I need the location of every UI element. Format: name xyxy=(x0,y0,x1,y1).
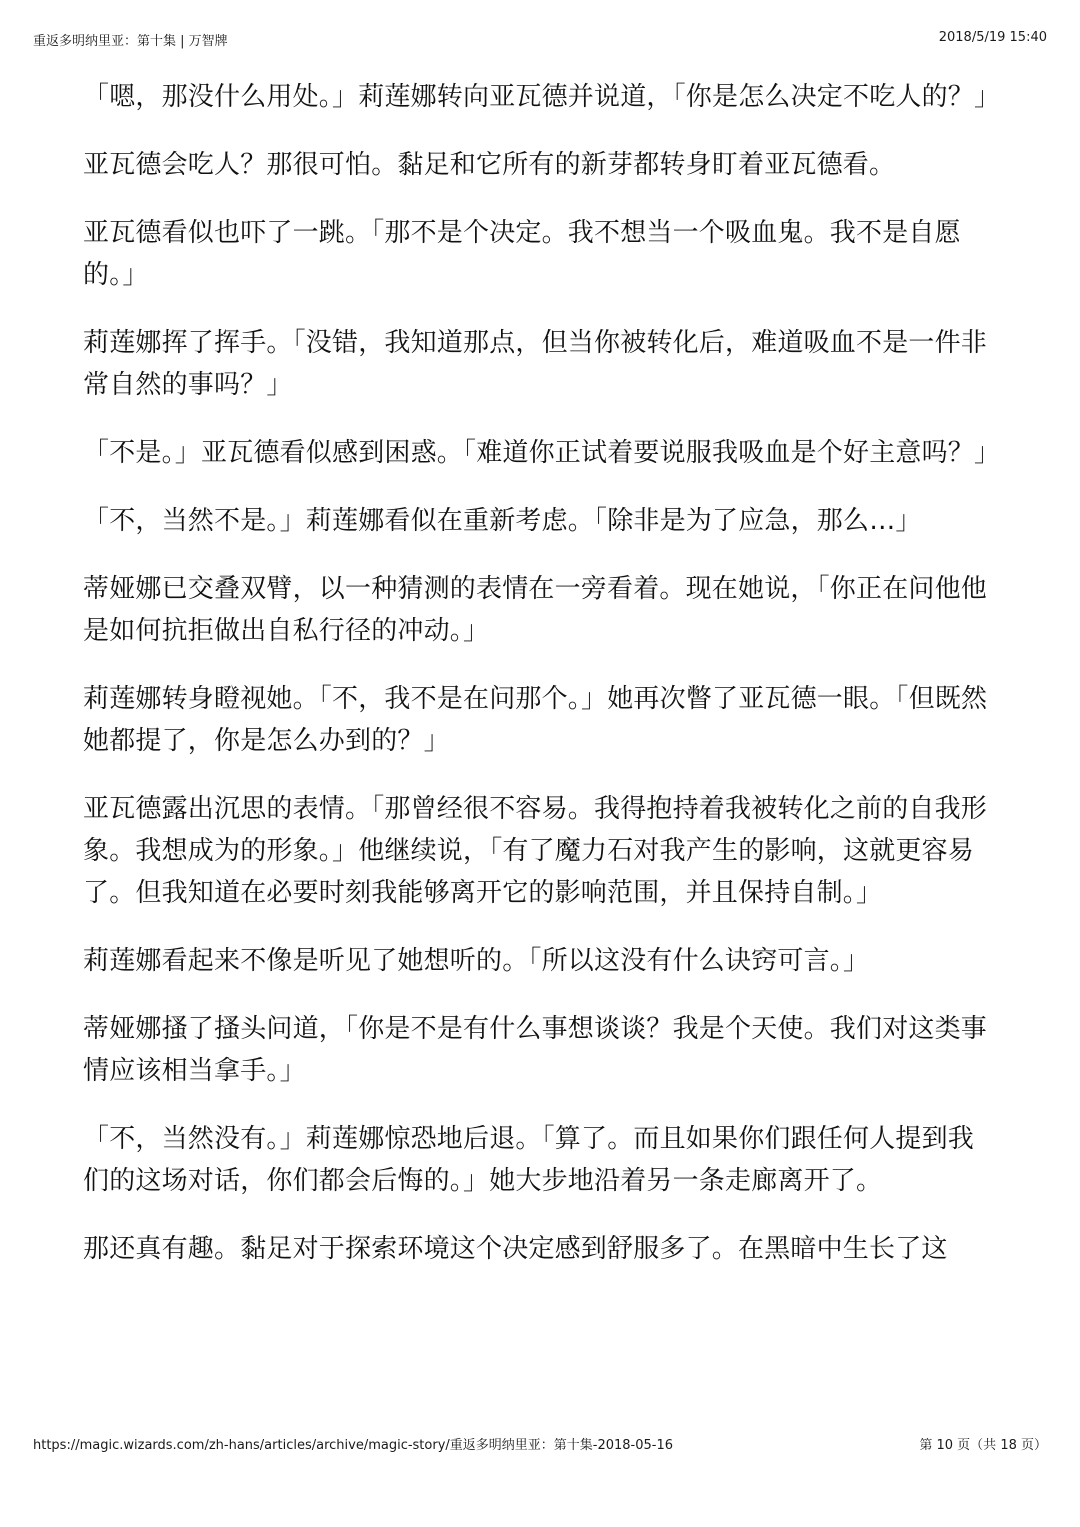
paragraph: 「不，当然不是。」莉莲娜看似在重新考虑。「除非是为了应急，那么…」 xyxy=(83,506,922,536)
paragraph: 「嗯，那没什么用处。」莉莲娜转向亚瓦德并说道，「你是怎么决定不吃人的？」 xyxy=(83,82,1001,112)
paragraph-continued: 那还真有趣。黏足对于探索环境这个决定感到舒服多了。在黑暗中生长了这 xyxy=(83,1234,948,1264)
page-title: 重返多明纳里亚：第十集 | 万智牌 xyxy=(33,34,228,49)
article-body xyxy=(83,76,1001,1270)
print-datetime: 2018/5/19 15:40 xyxy=(938,30,1047,45)
paragraph: 蒂娅娜已交叠双臂，以一种猜测的表情在一旁看着。现在她说，「你正在问他他是如何抗拒做出自私行径的冲动。」 xyxy=(83,574,988,646)
paragraph: 蒂娅娜搔了搔头问道，「你是不是有什么事想谈谈？我是个天使。我们对这类事情应该相当拿手。」 xyxy=(83,1014,988,1086)
print-header xyxy=(33,30,1047,49)
paragraph: 莉莲娜挥了挥手。「没错，我知道那点，但当你被转化后，难道吸血不是一件非常自然的事吗？」 xyxy=(83,328,988,400)
paragraph: 「不是。」亚瓦德看似感到困惑。「难道你正试着要说服我吸血是个好主意吗？」 xyxy=(83,438,1001,468)
page-url: https://magic.wizards.com/zh-hans/articles/archive/magic-story/重返多明纳里亚：第十集-2018-05-16 xyxy=(33,1438,674,1453)
paragraph: 莉莲娜看起来不像是听见了她想听的。「所以这没有什么诀窍可言。」 xyxy=(83,946,870,976)
paragraph: 亚瓦德会吃人？那很可怕。黏足和它所有的新芽都转身盯着亚瓦德看。 xyxy=(83,150,896,180)
paragraph: 「不，当然没有。」莉莲娜惊恐地后退。「算了。而且如果你们跟任何人提到我们的这场对话，你们都会后悔的。」她大步地沿着另一条走廊离开了。 xyxy=(83,1124,975,1196)
paragraph: 莉莲娜转身瞪视她。「不，我不是在问那个。」她再次瞥了亚瓦德一眼。「但既然她都提了，你是怎么办到的？」 xyxy=(83,684,988,756)
print-footer xyxy=(33,1434,1047,1453)
paragraph: 亚瓦德看似也吓了一跳。「那不是个决定。我不想当一个吸血鬼。我不是自愿的。」 xyxy=(83,218,961,290)
page-indicator: 第 10 页（共 18 页） xyxy=(919,1438,1047,1453)
paragraph: 亚瓦德露出沉思的表情。「那曾经很不容易。我得抱持着我被转化之前的自我形象。我想成为的形象。」他继续说，「有了魔力石对我产生的影响，这就更容易了。但我知道在必要时刻我能够离开它的影响范围，并且保持自制。」 xyxy=(83,794,988,908)
